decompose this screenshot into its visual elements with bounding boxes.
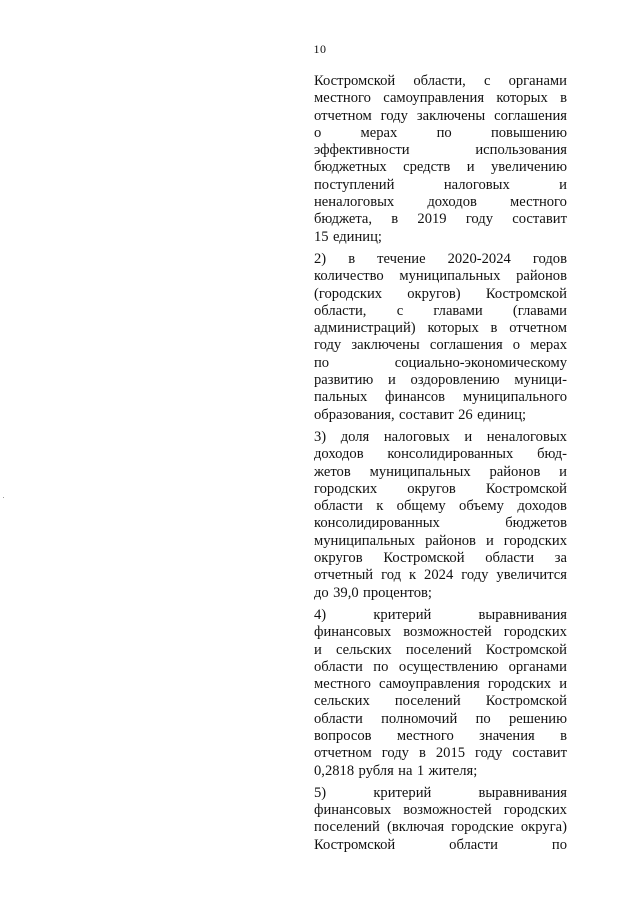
text-line [314,177,567,194]
word: в [490,320,498,337]
word: год [381,567,402,584]
word: увеличению [490,159,567,176]
word: о [512,337,521,354]
text-line [314,607,567,624]
word: заключены [351,337,420,354]
word: 4) [314,606,327,623]
word: к [408,567,417,584]
word: муниципальных [314,532,416,549]
word: и [388,372,396,389]
word: году [314,337,342,354]
word: Костромской [314,836,396,853]
word: процентов; [363,584,432,601]
word: бюд- [537,446,567,463]
word: неналоговых [314,194,395,211]
word: налоговых [443,176,510,193]
word: заключены [416,107,486,124]
word: местного [396,727,454,744]
word: рубля [358,762,394,779]
word: муници- [514,372,567,389]
word: которых [427,320,479,337]
word: городских [314,480,378,497]
word: Костромской [314,73,396,89]
word: органами [508,73,567,89]
word: единиц; [332,228,382,245]
word: 1 [416,762,425,779]
word: округов [314,550,363,567]
word: годов [532,250,567,267]
paragraph-continuation [314,73,567,246]
word: Костромской [383,550,465,567]
word: городских [503,624,567,641]
word: сельских [335,641,392,658]
text-line [314,142,567,159]
word: округов) [407,285,461,302]
paragraph-item-5 [314,785,567,854]
word: области [314,658,363,675]
text-line [314,90,567,107]
text-line [314,728,567,745]
word: 2015 [435,745,466,762]
word: отчетном [314,745,372,762]
word: и [485,532,494,549]
word: выравнивания [478,606,567,623]
word: увеличится [496,567,567,584]
word: и [314,641,322,658]
word: и [559,176,567,193]
text-line [314,711,567,728]
text-line [314,624,567,641]
word: 3) [314,428,327,445]
text-line [314,73,567,90]
text-column [314,73,567,854]
word: по [436,124,452,141]
word: с [396,302,404,319]
word: осуществлению [398,658,499,675]
word: составит [399,406,454,423]
word: жителя; [428,762,478,779]
word: возможностей [403,624,492,641]
word: до [314,584,329,601]
word: оздоровлению [410,372,500,389]
word: отчетный [314,567,374,584]
word: финансовых [314,624,392,641]
word: доходов [314,446,364,463]
word: по [373,658,389,675]
word: в [391,211,399,228]
word: Костромской [485,480,567,497]
word: 5) [314,784,327,801]
word: 2019 [417,211,447,228]
word: городские [451,819,514,836]
word: 0,2818 [314,762,355,779]
text-line [314,550,567,567]
word: области [314,498,363,515]
word: муниципальных [369,463,471,480]
paragraph-item-4 [314,607,567,780]
word: критерий [373,606,432,623]
word: поселений [405,641,472,658]
word: развитию [314,372,374,389]
word: (главами [512,302,567,319]
word: году [381,745,409,762]
word: 15 [314,228,329,245]
word: образования, [314,406,395,423]
text-line [314,481,567,498]
word: администраций) [314,320,416,337]
text-line [314,745,567,762]
text-line [314,585,567,602]
text-line [314,515,567,532]
text-line [314,464,567,481]
word: и [559,463,567,480]
word: 2020-2024 [447,250,511,267]
text-line [314,446,567,463]
word: области, [413,73,466,89]
word: за [554,550,567,567]
word: составит [512,745,567,762]
word: 2) [314,250,327,267]
text-line [314,251,567,268]
text-line [314,763,567,780]
page-number: 10 [313,42,327,56]
text-line [314,429,567,446]
word: к [376,498,384,515]
word: районов [516,268,567,285]
text-line [314,567,567,584]
word: области [314,710,363,727]
text-line [314,211,567,228]
word: вопросов [314,727,372,744]
word: мерах [530,337,567,354]
text-line [314,108,567,125]
word: году [380,107,408,124]
word: доходов [517,498,567,515]
text-line [314,337,567,354]
word: составит [512,211,567,228]
word: году [475,745,503,762]
word: значения [479,727,535,744]
word: году [461,567,489,584]
text-line [314,802,567,819]
word: мерах [360,124,398,141]
word: доходов [427,194,477,211]
word: местного [510,194,567,211]
word: и [466,159,475,176]
text-line [314,125,567,142]
word: по [314,354,330,371]
word: поступлений [314,176,395,193]
word: органами [508,658,567,675]
word: единиц; [477,406,527,423]
text-line [314,194,567,211]
word: количество [314,268,384,285]
word: пальных [314,389,368,406]
word: году [465,211,494,228]
word: соглашения [494,107,567,124]
word: доля [340,428,370,445]
text-line [314,498,567,515]
text-line [314,159,567,176]
word: отчетном [314,107,372,124]
word: отчетном [509,320,567,337]
text-line [314,785,567,802]
word: области, [314,302,367,319]
text-line [314,819,567,836]
word: использования [475,142,567,159]
word: выравнивания [478,784,567,801]
word: социально-экономическому [394,354,567,371]
word: возможностей [403,802,492,819]
word: 2024 [424,567,454,584]
word: районов [425,532,476,549]
word: самоуправления [379,676,480,693]
word: самоуправления [383,90,485,107]
word: финансовых [314,802,392,819]
word: неналоговых [486,428,567,445]
word: с [483,73,491,89]
text-line [314,837,567,854]
word: городских [487,676,552,693]
word: 39,0 [333,584,359,601]
word: городских [503,802,567,819]
text-line [314,303,567,320]
word: округа) [520,819,567,836]
word: на [398,762,413,779]
word: бюджетных [314,159,387,176]
text-line [314,676,567,693]
word: Костромской [485,693,567,710]
word: налоговых [383,428,450,445]
word: области [449,836,498,853]
word: по [475,710,491,727]
word: городских [503,532,567,549]
margin-mark [3,497,4,498]
word: полномочий [381,710,458,727]
word: бюджета, [314,211,373,228]
word: и [559,676,567,693]
word: по [551,836,567,853]
word: и [464,428,473,445]
text-line [314,372,567,389]
word: в [560,90,567,107]
word: соглашения [429,337,503,354]
word: средств [403,159,451,176]
word: сельских [314,693,370,710]
word: решению [508,710,567,727]
word: Костромской [485,285,567,302]
text-line [314,320,567,337]
text-line [314,659,567,676]
text-line [314,642,567,659]
word: Костромской [485,641,567,658]
word: (городских [314,285,383,302]
word: консолидированных [314,515,440,532]
word: области [485,550,535,567]
word: в [348,250,356,267]
word: консолидированных [387,446,514,463]
word: поселений [394,693,461,710]
paragraph-item-3 [314,429,567,602]
text-line [314,389,567,406]
word: которых [496,90,548,107]
word: округов [407,480,456,497]
word: в [418,745,426,762]
text-line [314,268,567,285]
word: муниципального [462,389,567,406]
word: в [560,727,567,744]
word: критерий [373,784,432,801]
word: повышению [490,124,567,141]
text-line [314,693,567,710]
paragraph-item-2 [314,251,567,424]
word: местного [314,676,371,693]
word: течение [377,250,426,267]
text-line [314,286,567,303]
word: муниципальных [399,268,501,285]
word: местного [314,90,371,107]
word: поселений [314,819,380,836]
word: 26 [458,406,473,423]
word: о [314,124,322,141]
word: главами [433,302,483,319]
text-line [314,533,567,550]
word: жетов [314,463,351,480]
word: общему [396,498,446,515]
word: бюджетов [505,515,567,532]
word: объему [459,498,504,515]
word: (включая [387,819,445,836]
text-line [314,229,567,246]
word: эффективности [314,142,410,159]
word: районов [489,463,541,480]
text-line [314,407,567,424]
word: финансов [385,389,446,406]
text-line [314,355,567,372]
